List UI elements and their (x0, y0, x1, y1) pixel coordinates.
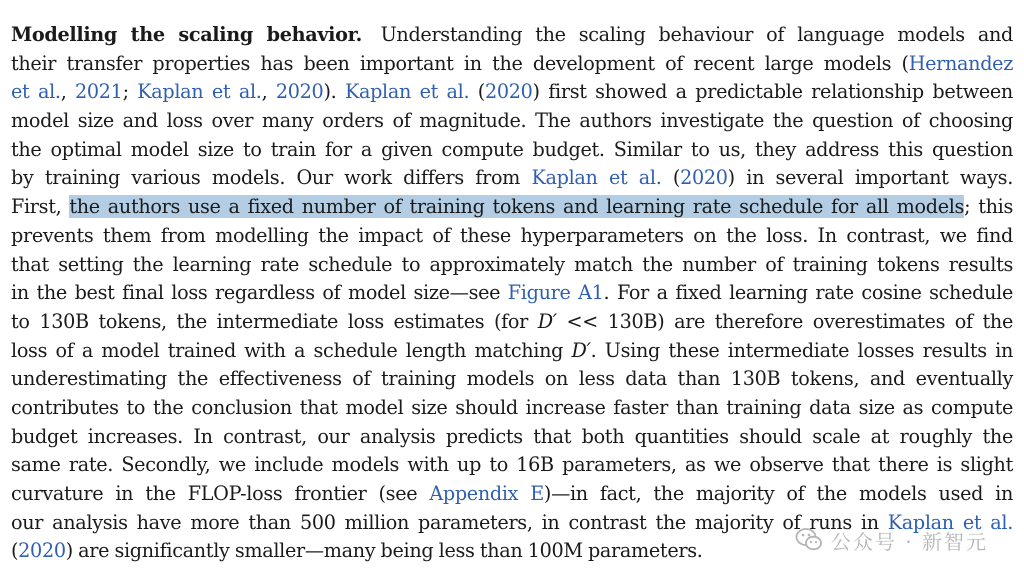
citation-link[interactable]: Kaplan et al. (887, 510, 1013, 534)
citation-link[interactable]: 2020 (484, 80, 533, 104)
body-text: ( (469, 80, 485, 104)
body-text: that setting the learning rate schedule to approximately match the number of training tokens results (11, 252, 1013, 276)
paragraph-modelling-scaling (11, 21, 1013, 566)
body-text: ) first showed a predictable relationship between (532, 80, 1013, 104)
watermark (795, 525, 988, 555)
body-text: . Using these intermediate losses results in (590, 338, 1014, 362)
body-text: same rate. Secondly, we include models with up to 16B parameters, as we observe that there is slight (11, 453, 1013, 477)
body-text: . For a fixed learning rate cosine schedule (603, 281, 1013, 305)
text-line (11, 394, 1013, 423)
citation-link[interactable]: 2020 (275, 80, 324, 104)
text-line (11, 451, 1013, 480)
text-line (11, 480, 1013, 509)
text-line (11, 164, 1013, 193)
citation-link[interactable]: Appendix E (429, 482, 544, 505)
text-line (11, 21, 1013, 50)
math-symbol: D′ (571, 338, 591, 362)
body-text: our analysis have more than 500 million parameters, in contrast the majority of runs in (11, 510, 888, 534)
body-text: loss of a model trained with a schedule length matching (11, 338, 572, 362)
body-text: contributes to the conclusion that model size should increase faster than training data size as compute (11, 395, 1013, 419)
highlighted-text: the authors use a fixed number of training tokens and learning rate schedule for all models (69, 195, 965, 219)
body-text: model size and loss over many orders of magnitude. The authors investigate the question of choosing (11, 109, 1013, 133)
text-line (11, 50, 1013, 79)
body-text: ( (661, 166, 681, 190)
citation-link[interactable]: 2021 (75, 80, 123, 104)
body-text: )—in fact, the majority of the models used in (543, 482, 1014, 505)
citation-link[interactable]: Kaplan et al. (344, 80, 470, 104)
body-text: , (60, 80, 76, 104)
body-text: in the best final loss regardless of model size—see (11, 281, 508, 305)
paragraph-heading: Modelling the scaling behavior. (11, 23, 362, 46)
body-text: ). (323, 80, 345, 104)
body-text: by training various models. Our work differs from (11, 166, 532, 190)
watermark-text: 公众号 · 新智元 (830, 529, 988, 554)
text-line (11, 136, 1013, 165)
citation-link[interactable]: et al. (11, 80, 61, 104)
citation-link[interactable]: Kaplan et al. (137, 80, 262, 104)
text-line (11, 107, 1013, 136)
text-line (11, 251, 1013, 280)
body-text: , (261, 80, 276, 104)
citation-link[interactable]: 2020 (18, 539, 66, 563)
text-line (11, 423, 1013, 452)
body-text: ( (11, 539, 19, 563)
body-text: underestimating the effectiveness of training models on less data than 130B tokens, and eventually (11, 367, 1013, 391)
text-line (11, 308, 1013, 337)
math-symbol: D′ (537, 309, 557, 333)
body-text: ; this (964, 195, 1013, 219)
body-text: prevents them from modelling the impact of these hyperparameters on the loss. In contrast, we find (11, 223, 1013, 247)
text-line (11, 222, 1013, 251)
citation-link[interactable]: Kaplan et al. (531, 166, 662, 190)
wechat-icon (795, 526, 823, 554)
text-line (11, 193, 1013, 222)
citation-link[interactable]: Hernandez (908, 51, 1013, 75)
body-text: First, (11, 195, 70, 219)
body-text: ) are significantly smaller—many being less than 100M parameters. (65, 539, 703, 563)
text-line (11, 337, 1013, 366)
body-text: << 130B) are therefore overestimates of the (556, 309, 1013, 333)
text-line (11, 78, 1013, 107)
body-text: curvature in the FLOP-loss frontier (see (11, 482, 430, 505)
body-text: the optimal model size to train for a given compute budget. Similar to us, they address this question (11, 137, 1013, 161)
body-text: to 130B tokens, the intermediate loss estimates (for (11, 309, 538, 333)
body-text: ; (122, 80, 138, 104)
body-text: ) in several important ways. (727, 166, 1013, 190)
citation-link[interactable]: 2020 (680, 166, 728, 190)
body-text: Understanding the scaling behaviour of language models and (380, 23, 1013, 46)
citation-link[interactable]: Figure A1 (507, 281, 604, 305)
text-line (11, 365, 1013, 394)
body-text: budget increases. In contrast, our analysis predicts that both quantities should scale at roughly the (11, 424, 1013, 448)
text-line (11, 279, 1013, 308)
body-text: their transfer properties has been important in the development of recent large models ( (11, 51, 909, 75)
